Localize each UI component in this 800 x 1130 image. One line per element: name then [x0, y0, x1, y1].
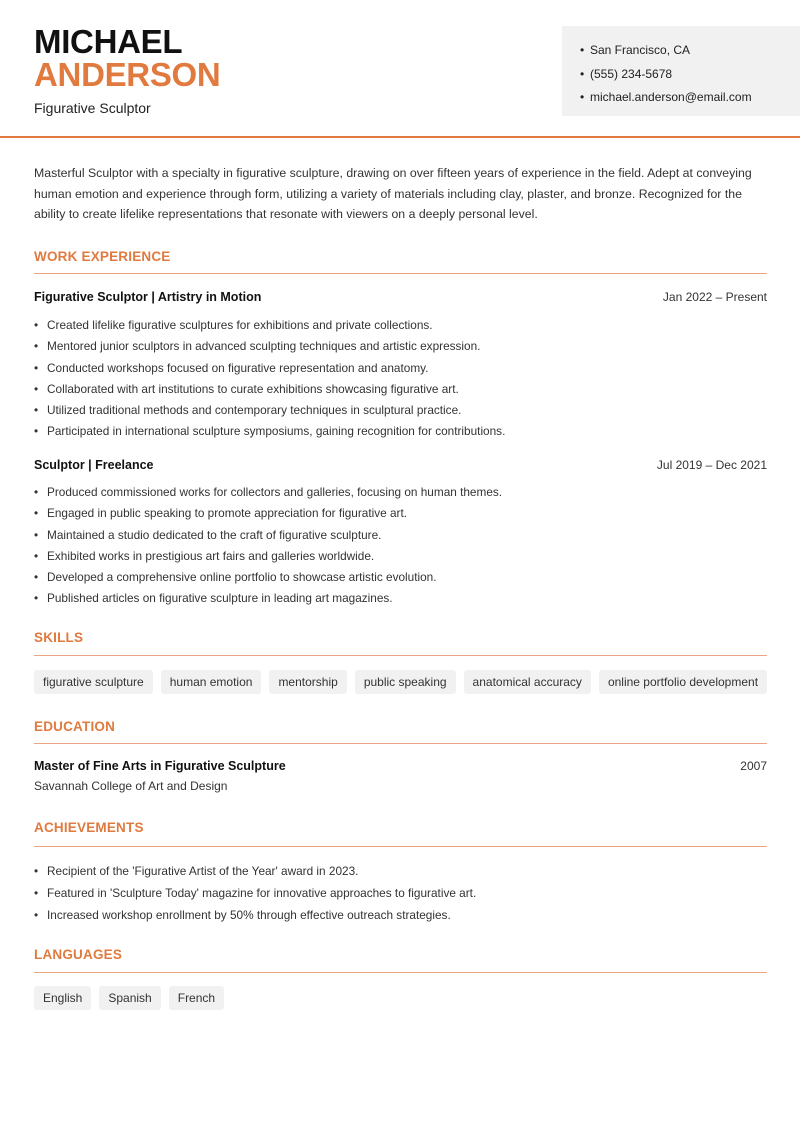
list-item: • Engaged in public speaking to promote appreciation for figurative art. [34, 503, 502, 524]
summary: Masterful Sculptor with a specialty in figurative sculpture, drawing on over fifteen years of experience in the field. Adept at conveying human emotion and experience through form, utilizing a variety of materials including clay, plaster, and bronze. Recognized for the ability to create lifelike representations that resonate with viewers on a deeply personal level. [34, 166, 752, 221]
list-item: • Participated in international sculpture symposiums, gaining recognition for contributions. [34, 421, 505, 442]
language-chip: Spanish [99, 986, 160, 1010]
section-divider [34, 972, 767, 973]
section-title-work: WORK EXPERIENCE [34, 249, 171, 264]
skill-chip: online portfolio development [599, 670, 767, 694]
section-divider [34, 655, 767, 656]
job-bullets [34, 315, 505, 443]
education-year: 2007 [740, 759, 767, 773]
list-item: • Conducted workshops focused on figurative representation and anatomy. [34, 358, 505, 379]
language-chip: English [34, 986, 91, 1010]
list-item: • Developed a comprehensive online portfolio to showcase artistic evolution. [34, 567, 502, 588]
education-school: Savannah College of Art and Design [34, 779, 228, 793]
language-chips [34, 986, 224, 1010]
job-title: Sculptor | Freelance [34, 458, 154, 472]
section-divider [34, 273, 767, 274]
section-divider [34, 743, 767, 744]
list-item: • Published articles on figurative sculpture in leading art magazines. [34, 588, 502, 609]
list-item: • Collaborated with art institutions to curate exhibitions showcasing figurative art. [34, 379, 505, 400]
skill-chip: figurative sculpture [34, 670, 153, 694]
education-degree: Master of Fine Arts in Figurative Sculpture [34, 759, 286, 773]
section-title-education: EDUCATION [34, 719, 116, 734]
section-title-achievements: ACHIEVEMENTS [34, 820, 144, 835]
resume-header [0, 0, 800, 138]
section-title-languages: LANGUAGES [34, 947, 123, 962]
section-divider [34, 846, 767, 847]
list-item: • Created lifelike figurative sculptures for exhibitions and private collections. [34, 315, 505, 336]
job-bullets [34, 482, 502, 610]
first-name: MICHAEL [34, 23, 183, 60]
list-item: • Exhibited works in prestigious art fairs and galleries worldwide. [34, 546, 502, 567]
skills-chips [34, 670, 767, 694]
last-name: ANDERSON [34, 56, 221, 93]
contact-list [580, 39, 752, 110]
contact-phone: • (555) 234-5678 [580, 63, 752, 87]
list-item: • Mentored junior sculptors in advanced sculpting techniques and artistic expression. [34, 336, 505, 357]
list-item: • Produced commissioned works for collectors and galleries, focusing on human themes. [34, 482, 502, 503]
skill-chip: public speaking [355, 670, 456, 694]
job-title: Figurative Sculptor | Artistry in Motion [34, 290, 262, 304]
list-item: • Featured in 'Sculpture Today' magazine for innovative approaches to figurative art. [34, 882, 476, 904]
skill-chip: human emotion [161, 670, 262, 694]
list-item: • Recipient of the 'Figurative Artist of the Year' award in 2023. [34, 860, 476, 882]
achievements-list [34, 860, 476, 926]
contact-email: • michael.anderson@email.com [580, 86, 752, 110]
job-dates: Jan 2022 – Present [662, 290, 767, 304]
list-item: • Utilized traditional methods and contemporary techniques in sculptural practice. [34, 400, 505, 421]
list-item: • Increased workshop enrollment by 50% through effective outreach strategies. [34, 904, 476, 926]
job-role: Figurative Sculptor [34, 100, 151, 116]
contact-box [562, 26, 800, 116]
list-item: • Maintained a studio dedicated to the craft of figurative sculpture. [34, 525, 502, 546]
job-dates: Jul 2019 – Dec 2021 [656, 458, 767, 472]
language-chip: French [169, 986, 224, 1010]
section-title-skills: SKILLS [34, 630, 84, 645]
skill-chip: mentorship [269, 670, 346, 694]
contact-location: • San Francisco, CA [580, 39, 752, 63]
skill-chip: anatomical accuracy [464, 670, 591, 694]
